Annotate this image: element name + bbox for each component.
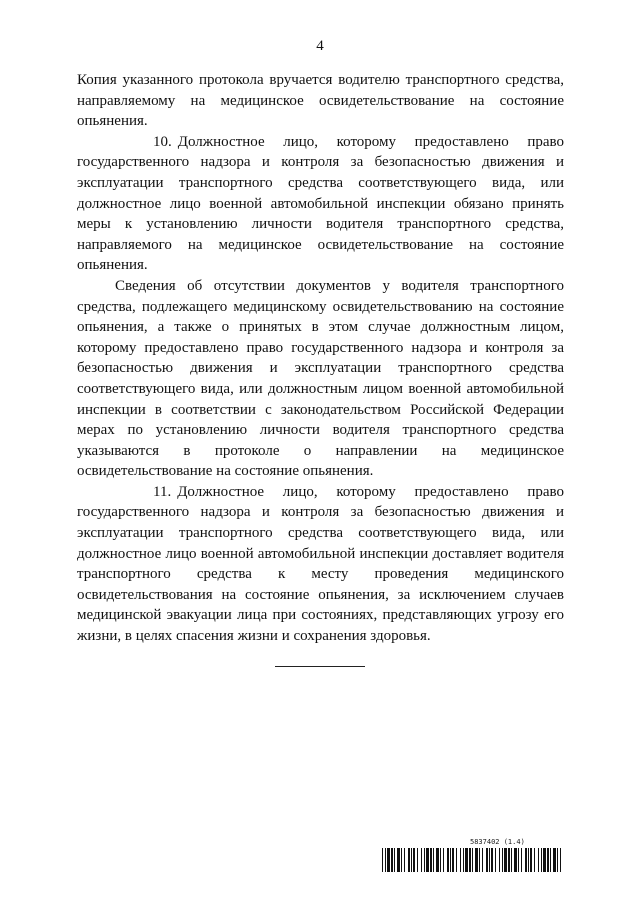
document-body: [77, 70, 564, 647]
paragraph-protocol-copy: [77, 70, 564, 132]
paragraph-item-11: [77, 482, 564, 647]
barcode-icon: [382, 848, 562, 872]
paragraph-text: Сведения об отсутствии документов у водителя транспортного средства, подлежащего медицинскому освидетельствованию на состояние опьянения, а также о принятых в этом случае должностным лицом, которому предоставлено право государственного надзора и контроля за безопасностью движения и эксплуатации транспортного средства соответствующего вида, или должностным лицом военной автомобильной инспекции в соответствии с законодательством Российской Федерации мерах по установлению личности водителя транспортного средства указываются в протоколе о направлении на медицинское освидетельствование на состояние опьянения.: [77, 277, 564, 480]
paragraph-text: Копия указанного протокола вручается водителю транспортного средства, направляемому на медицинское освидетельствование на состояние опьянения.: [77, 72, 564, 130]
document-code: 5837402 (1.4): [470, 838, 525, 846]
item-number: 11.: [153, 483, 172, 500]
paragraph-text: Должностное лицо, которому предоставлено право государственного надзора и контроля за безопасностью движения и эксплуатации транспортного средства соответствующего вида, или должностное лицо военной автомобильной инспекции обязано принять меры к установлению личности водителя транспортного средства, направляемого на медицинское освидетельствование на состояние опьянения.: [77, 133, 564, 274]
item-number: 10.: [153, 133, 172, 150]
paragraph-missing-documents: [77, 276, 564, 482]
paragraph-item-10: [77, 132, 564, 276]
page-number: 4: [316, 38, 324, 54]
end-divider: [275, 666, 365, 667]
paragraph-text: Должностное лицо, которому предоставлено право государственного надзора и контроля за безопасностью движения и эксплуатации транспортного средства соответствующего вида, или должностное лицо военной автомобильной инспекции доставляет водителя транспортного средства к месту проведения медицинского освидетельствования на состояние опьянения, за исключением случаев медицинской эвакуации лица при состояниях, представляющих угрозу его жизни, в целях спасения жизни и сохранения здоровья.: [77, 483, 564, 645]
